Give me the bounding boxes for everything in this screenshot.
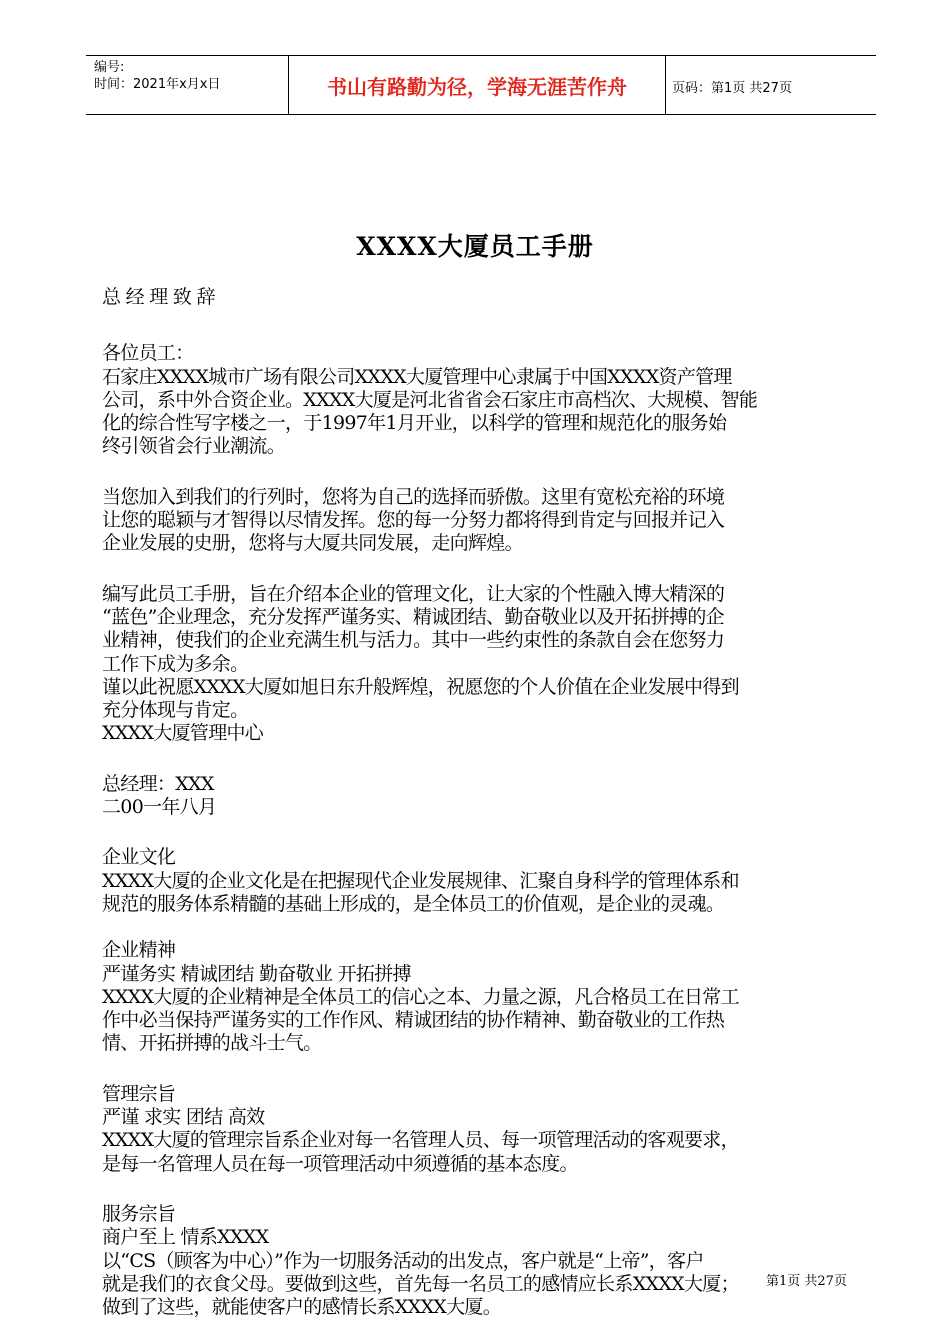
paragraph-line: XXXX大厦的企业文化是在把握现代企业发展规律、汇聚自身科学的管理体系和	[102, 869, 739, 892]
paragraph-line: 就是我们的衣食父母。要做到这些，首先每一名员工的感情应长系XXXX大厦；	[102, 1272, 739, 1295]
paragraph-line: 是每一名管理人员在每一项管理活动中须遵循的基本态度。	[102, 1152, 578, 1175]
document-body	[102, 286, 867, 1319]
paragraph-line: 企业发展的史册，您将与大厦共同发展，走向辉煌。	[102, 532, 523, 555]
paragraph-line: 终引领省会行业潮流。	[102, 435, 286, 458]
signature-date: 二00一年八月	[102, 796, 217, 819]
header-page-info: 页码：第1页 共27页	[672, 81, 792, 96]
header-number-label: 编号:	[94, 60, 125, 75]
greeting: 各位员工：	[102, 342, 194, 365]
paragraph-line: 谨以此祝愿XXXX大厦如旭日东升般辉煌，祝愿您的个人价值在企业发展中得到	[102, 675, 739, 698]
paragraph-line: 以“CS（顾客为中心）”作为一切服务活动的出发点，客户就是“上帝”，客户	[102, 1249, 704, 1272]
paragraph-line: “蓝色”企业理念，充分发挥严谨务实、精诚团结、勤奋敬业以及开拓拼搏的企	[102, 605, 724, 628]
paragraph-line: 做到了这些，就能使客户的感情长系XXXX大厦。	[102, 1296, 502, 1319]
paragraph-line: 石家庄XXXX城市广场有限公司XXXX大厦管理中心隶属于中国XXXX资产管理	[102, 365, 732, 388]
paragraph-line: 规范的服务体系精髓的基础上形成的，是全体员工的价值观，是企业的灵魂。	[102, 892, 725, 915]
management-motto: 严谨 求实 团结 高效	[102, 1106, 265, 1129]
paragraph-line: 当您加入到我们的行列时，您将为自己的选择而骄傲。这里有宽松充裕的环境	[102, 485, 725, 508]
signing-organization: XXXX大厦管理中心	[102, 722, 264, 745]
paragraph-line: 让您的聪颖与才智得以尽情发挥。您的每一分努力都将得到肯定与回报并记入	[102, 509, 725, 532]
header-time-label: 时间：2021年x月x日	[94, 77, 221, 92]
paragraph-line: XXXX大厦的企业精神是全体员工的信心之本、力量之源，凡合格员工在日常工	[102, 985, 739, 1008]
header-motto: 书山有路勤为径，学海无涯苦作舟	[288, 56, 666, 114]
paragraph-line: 编写此员工手册，旨在介绍本企业的管理文化，让大家的个性融入博大精深的	[102, 582, 725, 605]
document-title: XXXX大厦员工手册	[356, 232, 594, 261]
paragraph-line: XXXX大厦的管理宗旨系企业对每一名管理人员、每一项管理活动的客观要求，	[102, 1129, 739, 1152]
signature-name: 总经理：XXX	[102, 772, 214, 795]
paragraph-line: 充分体现与肯定。	[102, 699, 249, 722]
service-heading: 服务宗旨	[102, 1202, 176, 1225]
paragraph-line: 公司，系中外合资企业。XXXX大厦是河北省省会石家庄市高档次、大规模、智能	[102, 388, 758, 411]
paragraph-line: 业精神，使我们的企业充满生机与活力。其中一些约束性的条款自会在您努力	[102, 629, 725, 652]
paragraph-line: 化的综合性写字楼之一，于1997年1月开业，以科学的管理和规范化的服务始	[102, 412, 727, 435]
paragraph-line: 工作下成为多余。	[102, 652, 249, 675]
speech-heading: 总 经 理 致 辞	[102, 286, 215, 308]
spirit-motto: 严谨务实 精诚团结 勤奋敬业 开拓拼搏	[102, 962, 411, 985]
management-heading: 管理宗旨	[102, 1082, 176, 1105]
spirit-heading: 企业精神	[102, 939, 176, 962]
paragraph-line: 作中必当保持严谨务实的工作作风、精诚团结的协作精神、勤奋敬业的工作热	[102, 1009, 725, 1032]
header-meta	[94, 59, 220, 93]
paragraph-line: 情、开拓拼搏的战斗士气。	[102, 1032, 322, 1055]
culture-heading: 企业文化	[102, 846, 176, 869]
service-motto: 商户至上 情系XXXX	[102, 1226, 269, 1249]
page-footer: 第1页 共27页	[766, 1274, 847, 1289]
page-header	[86, 55, 876, 115]
